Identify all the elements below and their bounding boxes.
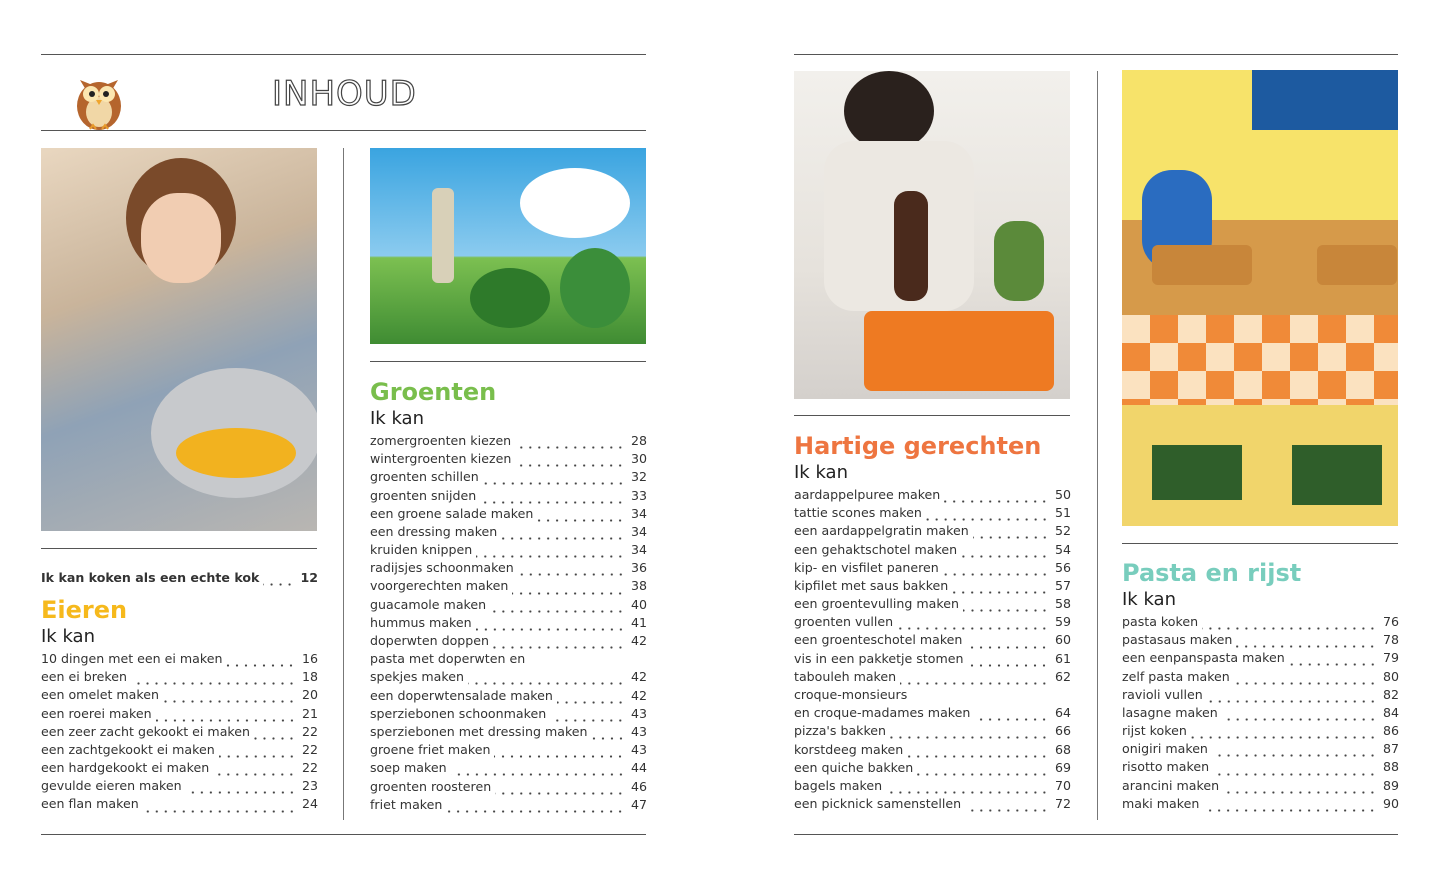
entry-page: 51 xyxy=(1054,505,1071,521)
toc-entry[interactable] xyxy=(370,741,647,759)
dot-leader xyxy=(501,523,625,541)
toc-entry[interactable] xyxy=(41,686,318,704)
dot-leader xyxy=(468,668,625,686)
toc-entry[interactable] xyxy=(370,668,647,686)
section-title: Pasta en rijst xyxy=(1122,559,1302,587)
toc-entry[interactable] xyxy=(370,596,647,614)
dot-leader xyxy=(494,741,625,759)
entry-page: 36 xyxy=(630,560,647,576)
entry-page: 76 xyxy=(1382,613,1399,629)
entry-title: maki maken xyxy=(1122,795,1200,811)
illustration-kids-making-sushi xyxy=(1122,70,1398,526)
top-rule-right xyxy=(794,54,1398,55)
toc-entry[interactable] xyxy=(1122,649,1399,667)
bottom-rule xyxy=(41,834,646,835)
toc-entry[interactable] xyxy=(794,722,1071,740)
entry-page: 50 xyxy=(1054,486,1071,502)
dot-leader xyxy=(1212,740,1377,758)
dot-leader xyxy=(143,796,296,814)
entry-title: een picknick samenstellen xyxy=(794,796,962,812)
toc-entry[interactable] xyxy=(794,577,1071,595)
toc-entry[interactable] xyxy=(794,777,1071,795)
entry-title: hummus maken xyxy=(370,614,472,630)
entry-title: een ei breken xyxy=(41,669,127,685)
toc-entry[interactable] xyxy=(1122,722,1399,740)
top-rule xyxy=(41,54,646,55)
dot-leader xyxy=(1203,795,1377,813)
dot-leader xyxy=(974,704,1049,722)
photo-girl-pepper-mill xyxy=(794,71,1070,399)
entry-page: 78 xyxy=(1382,632,1399,648)
entry-title: een hardgekookt ei maken xyxy=(41,760,210,776)
dot-leader xyxy=(219,741,296,759)
dot-leader xyxy=(943,559,1049,577)
dot-leader xyxy=(512,578,625,596)
dot-leader xyxy=(1202,613,1377,631)
entry-page: 43 xyxy=(630,723,647,739)
entry-page: 34 xyxy=(630,542,647,558)
entry-title: een groene salade maken xyxy=(370,505,534,521)
toc-entry[interactable] xyxy=(794,504,1071,522)
toc-entry[interactable] xyxy=(370,759,647,777)
entry-page: 86 xyxy=(1382,723,1399,739)
entry-page: 70 xyxy=(1054,777,1071,793)
dot-leader xyxy=(926,504,1049,522)
entry-title: guacamole maken xyxy=(370,596,487,612)
toc-entry[interactable] xyxy=(370,687,647,705)
dot-leader xyxy=(163,686,296,704)
toc-entry[interactable] xyxy=(1122,777,1399,795)
dot-leader xyxy=(451,759,625,777)
section-rule xyxy=(41,548,317,549)
dot-leader xyxy=(963,595,1049,613)
dot-leader xyxy=(518,559,625,577)
entry-title: kruiden knippen xyxy=(370,542,473,558)
toc-entry[interactable] xyxy=(370,632,647,650)
entry-title: een doperwtensalade maken xyxy=(370,687,553,703)
toc-entry[interactable] xyxy=(41,668,318,686)
entry-title: sperziebonen schoonmaken xyxy=(370,705,547,721)
toc-entry[interactable] xyxy=(794,650,1071,668)
toc-entry[interactable] xyxy=(1122,740,1399,758)
entry-page: 52 xyxy=(1054,523,1071,539)
toc-entry[interactable] xyxy=(370,796,647,814)
entry-page: 16 xyxy=(301,650,318,666)
entry-page: 90 xyxy=(1382,795,1399,811)
entry-page: 30 xyxy=(630,451,647,467)
entry-title: pasta met doperwten en xyxy=(370,651,526,667)
entry-page: 22 xyxy=(301,741,318,757)
illustration-vegetable-garden xyxy=(370,148,646,344)
toc-entry[interactable] xyxy=(370,650,647,668)
entry-page: 20 xyxy=(301,687,318,703)
dot-leader xyxy=(886,777,1049,795)
dot-leader xyxy=(186,777,296,795)
toc-entry[interactable] xyxy=(370,705,647,723)
toc-entry[interactable] xyxy=(794,595,1071,613)
dot-leader xyxy=(1223,777,1377,795)
section-groenten xyxy=(370,377,647,814)
column-divider-right xyxy=(1097,71,1098,820)
section-title: Eieren xyxy=(41,596,128,624)
dot-leader xyxy=(967,650,1049,668)
dot-leader xyxy=(476,614,625,632)
toc-entry[interactable] xyxy=(1122,668,1399,686)
header-rule xyxy=(41,130,646,131)
dot-leader xyxy=(550,705,625,723)
dot-leader xyxy=(495,778,625,796)
entry-page: 56 xyxy=(1054,559,1071,575)
entry-page: 68 xyxy=(1054,741,1071,757)
entry-title: groene friet maken xyxy=(370,742,491,758)
toc-entry[interactable] xyxy=(794,486,1071,504)
dot-leader xyxy=(557,687,625,705)
toc-entry[interactable] xyxy=(370,505,647,523)
entry-page: 66 xyxy=(1054,723,1071,739)
toc-entry[interactable] xyxy=(1122,759,1399,777)
entry-title: spekjes maken xyxy=(370,669,464,685)
dot-leader xyxy=(961,541,1049,559)
entry-title: bagels maken xyxy=(794,777,883,793)
toc-entry[interactable] xyxy=(370,523,647,541)
entry-page: 22 xyxy=(301,723,318,739)
entry-page: 42 xyxy=(630,687,647,703)
entry-page: 42 xyxy=(630,633,647,649)
toc-entry[interactable] xyxy=(41,741,318,759)
entry-title: sperziebonen met dressing maken xyxy=(370,723,588,739)
bottom-rule-right xyxy=(794,834,1398,835)
dot-leader xyxy=(965,795,1049,813)
toc-entry[interactable] xyxy=(794,759,1071,777)
section-subtitle: Ik kan xyxy=(794,462,848,483)
toc-entry[interactable] xyxy=(41,705,318,723)
entry-page: 82 xyxy=(1382,686,1399,702)
entry-title: kip- en visfilet paneren xyxy=(794,559,939,575)
entry-title: vis in een pakketje stomen xyxy=(794,650,964,666)
entry-page: 21 xyxy=(301,705,318,721)
entry-title: ravioli vullen xyxy=(1122,686,1203,702)
section-subtitle: Ik kan xyxy=(41,626,95,647)
entry-title: friet maken xyxy=(370,796,443,812)
toc-entry[interactable] xyxy=(794,613,1071,631)
entry-page: 47 xyxy=(630,796,647,812)
entry-title: een roerei maken xyxy=(41,705,152,721)
entry-page: 38 xyxy=(630,578,647,594)
dot-leader xyxy=(131,668,296,686)
entry-title: een omelet maken xyxy=(41,687,159,703)
entry-title: groenten roosteren xyxy=(370,778,492,794)
dot-leader xyxy=(1234,668,1377,686)
toc-entry[interactable] xyxy=(794,541,1071,559)
entry-page: 28 xyxy=(630,432,647,448)
entry-title: voorgerechten maken xyxy=(370,578,509,594)
entry-page: 22 xyxy=(301,760,318,776)
toc-entry[interactable] xyxy=(1122,795,1399,813)
entry-page: 88 xyxy=(1382,759,1399,775)
entry-title: en croque-madames maken xyxy=(794,705,971,721)
dot-leader xyxy=(1222,704,1377,722)
entry-title: groenten schillen xyxy=(370,469,479,485)
entry-title: een quiche bakken xyxy=(794,759,914,775)
section-rule xyxy=(370,361,646,362)
toc-entry[interactable] xyxy=(1122,631,1399,649)
dot-leader xyxy=(1191,722,1377,740)
entry-title: een aardappelgratin maken xyxy=(794,523,969,539)
entry-title: rijst koken xyxy=(1122,723,1187,739)
photo-child-whisking-egg xyxy=(41,148,317,531)
entry-title: pizza's bakken xyxy=(794,723,887,739)
entry-title: 10 dingen met een ei maken xyxy=(41,650,223,666)
column-divider xyxy=(343,148,344,820)
entry-page: 46 xyxy=(630,778,647,794)
entry-title: wintergroenten kiezen xyxy=(370,451,512,467)
toc-entry[interactable] xyxy=(370,614,647,632)
dot-leader xyxy=(592,723,625,741)
toc-entry[interactable] xyxy=(370,723,647,741)
entry-title: zelf pasta maken xyxy=(1122,668,1230,684)
toc-entry[interactable] xyxy=(794,704,1071,722)
entry-page: 12 xyxy=(300,569,318,585)
entry-page: 54 xyxy=(1054,541,1071,557)
entry-page: 34 xyxy=(630,523,647,539)
dot-leader xyxy=(483,468,625,486)
entry-page: 57 xyxy=(1054,577,1071,593)
toc-entry[interactable] xyxy=(370,578,647,596)
entry-title: radijsjes schoonmaken xyxy=(370,560,514,576)
entry-title: een eenpanspasta maken xyxy=(1122,650,1285,666)
toc-entry[interactable] xyxy=(794,741,1071,759)
entry-page: 43 xyxy=(630,742,647,758)
dot-leader xyxy=(900,668,1049,686)
dot-leader xyxy=(254,723,296,741)
section-title: Groenten xyxy=(370,378,497,406)
toc-entry[interactable] xyxy=(1122,613,1399,631)
dot-leader xyxy=(446,796,625,814)
toc-entry[interactable] xyxy=(794,559,1071,577)
dot-leader xyxy=(1289,649,1377,667)
dot-leader xyxy=(973,522,1049,540)
entry-title: Ik kan koken als een echte kok xyxy=(41,569,260,585)
section-subtitle: Ik kan xyxy=(1122,589,1176,610)
entry-page: 32 xyxy=(630,469,647,485)
page-title: INHOUD xyxy=(272,74,417,114)
entry-page: 41 xyxy=(630,614,647,630)
dot-leader xyxy=(917,759,1049,777)
toc-entry[interactable] xyxy=(41,650,318,668)
dot-leader xyxy=(156,705,296,723)
dot-leader xyxy=(944,486,1049,504)
dot-leader xyxy=(263,569,294,587)
entry-title: aardappelpuree maken xyxy=(794,486,941,502)
entry-title: gevulde eieren maken xyxy=(41,778,182,794)
section-pasta-en-rijst xyxy=(1122,558,1399,813)
entry-title: een groentevulling maken xyxy=(794,596,959,612)
entry-title: lasagne maken xyxy=(1122,704,1218,720)
entry-page: 80 xyxy=(1382,668,1399,684)
dot-leader xyxy=(226,650,295,668)
toc-entry[interactable] xyxy=(370,450,647,468)
entry-page: 18 xyxy=(301,669,318,685)
entry-page: 89 xyxy=(1382,777,1399,793)
entry-title: een zachtgekookt ei maken xyxy=(41,741,215,757)
entry-page: 58 xyxy=(1054,596,1071,612)
section-hartige-gerechten xyxy=(794,431,1071,813)
dot-leader xyxy=(490,596,625,614)
entry-page: 34 xyxy=(630,505,647,521)
entry-title: zomergroenten kiezen xyxy=(370,432,512,448)
dot-leader xyxy=(515,432,625,450)
intro-entry[interactable] xyxy=(41,569,318,587)
entry-page: 43 xyxy=(630,705,647,721)
toc-entry[interactable] xyxy=(370,432,647,450)
entry-title: een gehaktschotel maken xyxy=(794,541,958,557)
entry-page: 60 xyxy=(1054,632,1071,648)
dot-leader xyxy=(1207,686,1377,704)
section-rule xyxy=(794,415,1070,416)
entry-page: 44 xyxy=(630,760,647,776)
section-title: Hartige gerechten xyxy=(794,432,1042,460)
dot-leader xyxy=(493,632,625,650)
entry-title: tattie scones maken xyxy=(794,505,922,521)
dot-leader xyxy=(907,741,1049,759)
entry-title: kipfilet met saus bakken xyxy=(794,577,949,593)
entry-page: 59 xyxy=(1054,614,1071,630)
entry-page: 87 xyxy=(1382,741,1399,757)
entry-title: doperwten doppen xyxy=(370,633,490,649)
dot-leader xyxy=(537,505,625,523)
dot-leader xyxy=(952,577,1049,595)
entry-title: groenten snijden xyxy=(370,487,477,503)
owl-icon xyxy=(70,66,128,132)
entry-page: 69 xyxy=(1054,759,1071,775)
entry-title: een groenteschotel maken xyxy=(794,632,963,648)
toc-entry[interactable] xyxy=(41,796,318,814)
section-eieren xyxy=(41,595,318,814)
entry-title: een flan maken xyxy=(41,796,139,812)
dot-leader xyxy=(476,541,625,559)
entry-page: 62 xyxy=(1054,668,1071,684)
entry-title: pastasaus maken xyxy=(1122,632,1233,648)
section-rule xyxy=(1122,543,1398,544)
toc-entry[interactable] xyxy=(41,759,318,777)
entry-title: arancini maken xyxy=(1122,777,1220,793)
entry-page: 42 xyxy=(630,669,647,685)
entry-title: pasta koken xyxy=(1122,613,1199,629)
entry-page: 72 xyxy=(1054,796,1071,812)
toc-entry[interactable] xyxy=(1122,704,1399,722)
toc-entry[interactable] xyxy=(370,778,647,796)
entry-title: croque-monsieurs xyxy=(794,687,908,703)
toc-entry[interactable] xyxy=(1122,686,1399,704)
toc-entry[interactable] xyxy=(794,522,1071,540)
entry-page: 84 xyxy=(1382,704,1399,720)
dot-leader xyxy=(897,613,1049,631)
dot-leader xyxy=(890,722,1049,740)
entry-page: 64 xyxy=(1054,705,1071,721)
toc-entry[interactable] xyxy=(794,686,1071,704)
dot-leader xyxy=(213,759,296,777)
section-subtitle: Ik kan xyxy=(370,408,424,429)
entry-page: 33 xyxy=(630,487,647,503)
entry-title: soep maken xyxy=(370,760,447,776)
toc-entry[interactable] xyxy=(794,632,1071,650)
entry-title: korstdeeg maken xyxy=(794,741,904,757)
toc-entry[interactable] xyxy=(370,468,647,486)
toc-entry[interactable] xyxy=(370,487,647,505)
entry-page: 40 xyxy=(630,596,647,612)
entry-title: groenten vullen xyxy=(794,614,894,630)
entry-page: 23 xyxy=(301,778,318,794)
dot-leader xyxy=(966,632,1049,650)
toc-entry[interactable] xyxy=(41,777,318,795)
entry-title: tabouleh maken xyxy=(794,668,897,684)
entry-page: 24 xyxy=(301,796,318,812)
dot-leader xyxy=(480,487,625,505)
toc-entry[interactable] xyxy=(370,541,647,559)
dot-leader xyxy=(515,450,625,468)
entry-page: 79 xyxy=(1382,650,1399,666)
entry-title: onigiri maken xyxy=(1122,741,1208,757)
dot-leader xyxy=(1236,631,1377,649)
toc-entry[interactable] xyxy=(794,668,1071,686)
dot-leader xyxy=(1213,759,1377,777)
entry-page: 61 xyxy=(1054,650,1071,666)
toc-entry[interactable] xyxy=(370,559,647,577)
entry-title: een dressing maken xyxy=(370,523,498,539)
toc-entry[interactable] xyxy=(41,723,318,741)
entry-title: een zeer zacht gekookt ei maken xyxy=(41,723,250,739)
toc-entry[interactable] xyxy=(794,795,1071,813)
entry-title: risotto maken xyxy=(1122,759,1210,775)
